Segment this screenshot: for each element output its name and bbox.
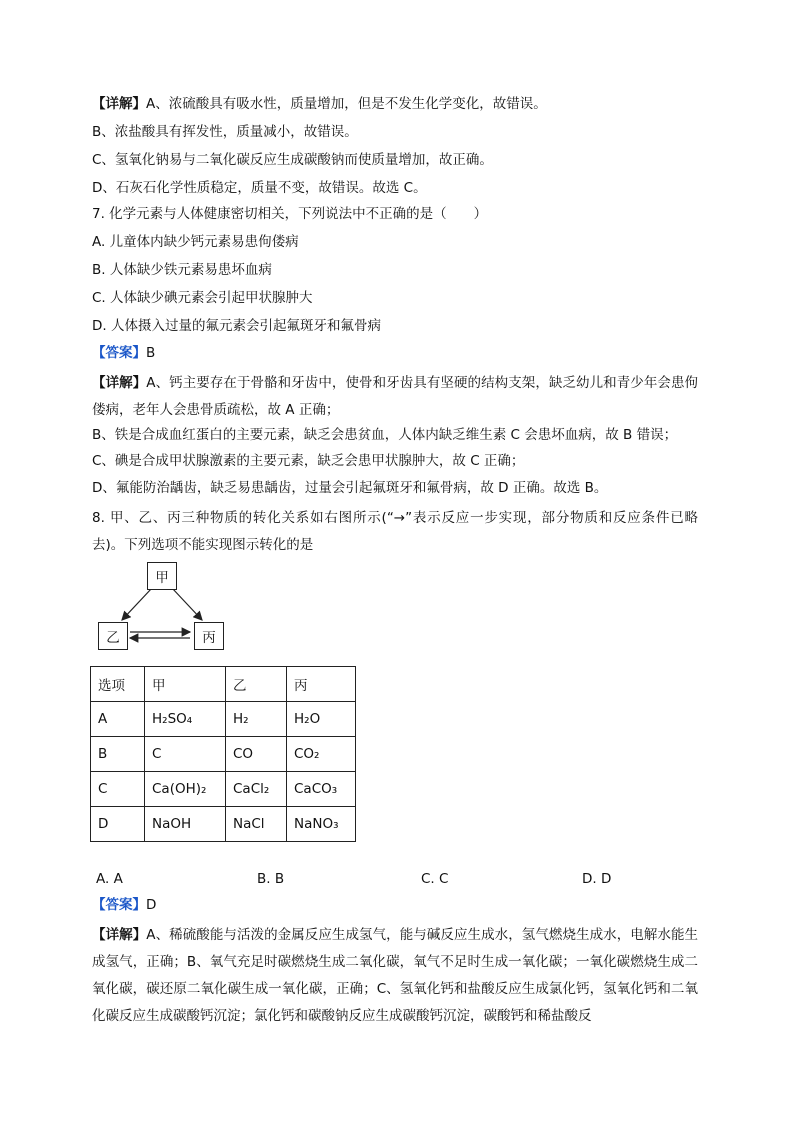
table-cell: CO (226, 737, 287, 772)
question-7-detail-4: D、氟能防治龋齿，缺乏易患龋齿，过量会引起氟斑牙和氟骨病，故 D 正确。故选 B。 (92, 480, 608, 496)
choice-b: B. B (257, 871, 285, 887)
arrow-jia-to-bing (172, 588, 202, 620)
question-7-option-d: D. 人体摄入过量的氟元素会引起氟斑牙和氟骨病 (92, 318, 381, 334)
question-8-stem: 8. 甲、乙、丙三种物质的转化关系如右图所示(“→”表示反应一步实现，部分物质和反应条件已略去)。下列选项不能实现图示转化的是 (92, 510, 698, 553)
question-7-detail-1: 【详解】A、钙主要存在于骨骼和牙齿中，使骨和牙齿具有坚硬的结构支架，缺乏幼儿和青少年会患佝偻病，老年人会患骨质疏松，故 A 正确； (92, 375, 699, 418)
table-header: 选项 (91, 667, 145, 702)
table-cell: CO₂ (287, 737, 356, 772)
table-row (91, 807, 356, 842)
question-7-detail-3: C、碘是合成甲状腺激素的主要元素，缺乏会患甲状腺肿大，故 C 正确； (92, 453, 525, 469)
table-cell: CaCl₂ (226, 772, 287, 807)
table-cell: H₂O (287, 702, 356, 737)
detail-line: 【详解】A、浓硫酸具有吸水性，质量增加，但是不发生化学变化，故错误。 (92, 96, 547, 112)
detail-line: B、浓盐酸具有挥发性，质量减小，故错误。 (92, 124, 358, 140)
table-cell: B (91, 737, 145, 772)
table-row (91, 702, 356, 737)
table-cell: CaCO₃ (287, 772, 356, 807)
table-cell: H₂SO₄ (145, 702, 226, 737)
table-cell: NaOH (145, 807, 226, 842)
node-yi: 乙 (98, 622, 128, 650)
question-7-detail-2: B、铁是合成血红蛋白的主要元素，缺乏会患贫血，人体内缺乏维生素 C 会患坏血病，故 B 错误； (92, 427, 678, 443)
table-header: 甲 (145, 667, 226, 702)
table-header: 丙 (287, 667, 356, 702)
question-7-answer: 【答案】B (92, 345, 156, 361)
table-cell: NaCl (226, 807, 287, 842)
node-jia: 甲 (147, 562, 177, 590)
table-cell: Ca(OH)₂ (145, 772, 226, 807)
node-bing: 丙 (194, 622, 224, 650)
table-cell: A (91, 702, 145, 737)
table-cell: C (91, 772, 145, 807)
question-7-option-b: B. 人体缺少铁元素易患坏血病 (92, 262, 272, 278)
choice-c: C. C (421, 871, 449, 887)
table-row (91, 737, 356, 772)
conversion-diagram (96, 560, 236, 652)
detail-line: D、石灰石化学性质稳定，质量不变，故错误。故选 C。 (92, 180, 427, 196)
table-cell: NaNO₃ (287, 807, 356, 842)
table-header: 乙 (226, 667, 287, 702)
table-cell: H₂ (226, 702, 287, 737)
choice-d: D. D (582, 871, 612, 887)
question-8-answer: 【答案】D (92, 897, 157, 913)
detail-line: C、氢氧化钠易与二氧化碳反应生成碳酸钠而使质量增加，故正确。 (92, 152, 493, 168)
question-8-detail: 【详解】A、稀硫酸能与活泼的金属反应生成氢气，能与碱反应生成水，氢气燃烧生成水，电解水能生成氢气，正确；B、氧气充足时碳燃烧生成二氧化碳，氧气不足时生成一氧化碳；一氧化碳燃烧生成二氧化碳，碳还原二氧化碳生成一氧化碳，正确；C、氢氧化钙和盐酸反应生成氯化钙，氢氧化钙和二氧化碳反应生成碳酸钙沉淀；氯化钙和碳酸钠反应生成碳酸钙沉淀，碳酸钙和稀盐酸反 (92, 927, 699, 1024)
choice-a: A. A (96, 871, 123, 887)
question-7-stem: 7. 化学元素与人体健康密切相关，下列说法中不正确的是（ ） (92, 206, 488, 222)
table-row (91, 772, 356, 807)
question-7-option-a: A. 儿童体内缺少钙元素易患佝偻病 (92, 234, 299, 250)
table-header-row (91, 667, 356, 702)
options-table (90, 666, 356, 842)
arrow-jia-to-yi (122, 588, 152, 620)
table-cell: D (91, 807, 145, 842)
table-cell: C (145, 737, 226, 772)
question-7-option-c: C. 人体缺少碘元素会引起甲状腺肿大 (92, 290, 313, 306)
